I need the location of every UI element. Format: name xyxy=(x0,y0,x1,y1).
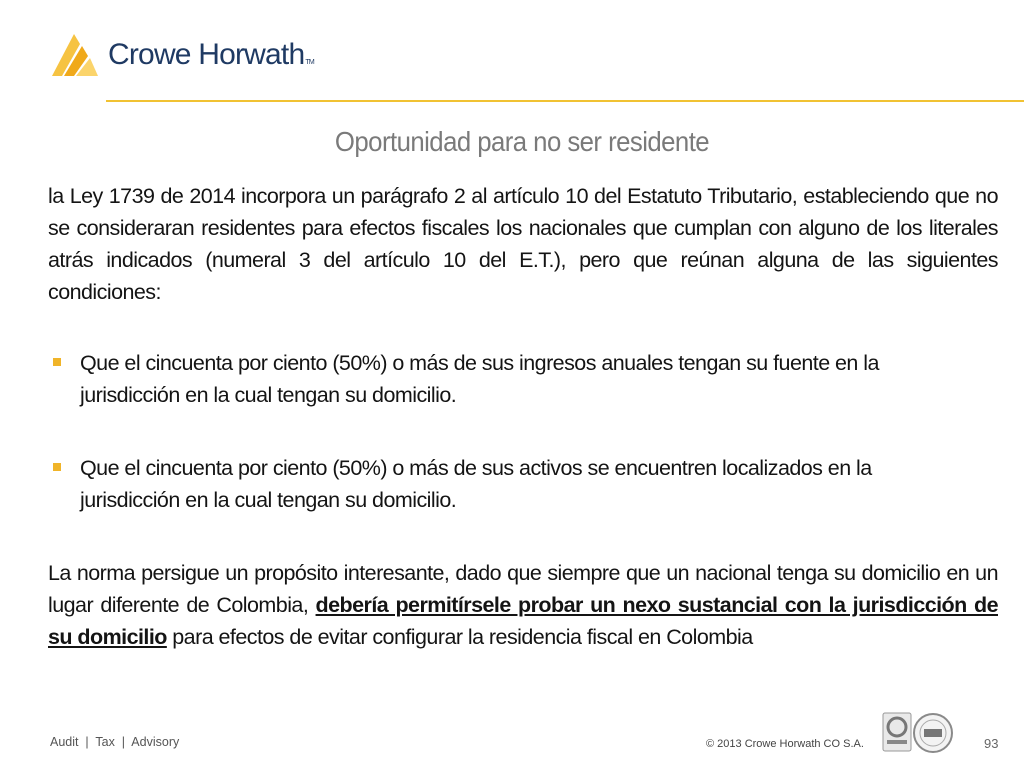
closing-text-after: para efectos de evitar configurar la residencia fiscal en Colombia xyxy=(166,625,753,649)
square-bullet-icon xyxy=(53,358,61,366)
iqnet-certification-icon xyxy=(912,712,954,754)
bullet-text: Que el cincuenta por ciento (50%) o más de sus ingresos anuales tengan su fuente en la jurisdicción en la cual tengan su domicilio. xyxy=(80,351,879,407)
closing-text-before: La norma persigue un propósito interesante, dado que siempre que un nacional tenga su domicilio en un lugar diferente de Colombia, xyxy=(48,561,998,617)
closing-emphasis: debería permitírsele probar un nexo sustancial con la jurisdicción de su domicilio xyxy=(48,593,998,649)
page-number: 93 xyxy=(984,736,999,751)
intro-paragraph: la Ley 1739 de 2014 incorpora un parágrafo 2 al artículo 10 del Estatuto Tributario, estableciendo que no se consideraran residentes para efectos fiscales los nacionales que cumplan con alguno de los literales atrás indicados (numeral 3 del artículo 10 del E.T.), pero que reúnan alguna de las siguientes condiciones: xyxy=(48,184,998,304)
bullet-item xyxy=(50,347,950,417)
logo-wordmark: Crowe HorwathTM xyxy=(108,38,314,71)
footer-copyright: © 2013 Crowe Horwath CO S.A. xyxy=(706,738,864,750)
header-divider xyxy=(106,100,1024,102)
bullet-text: Que el cincuenta por ciento (50%) o más de sus activos se encuentren localizados en la jurisdicción en la cual tengan su domicilio. xyxy=(80,456,872,512)
crowe-horwath-logo xyxy=(50,32,330,80)
crowe-logo-mark-icon xyxy=(50,32,102,80)
iso-certification-icon xyxy=(882,712,912,752)
square-bullet-icon xyxy=(53,463,61,471)
slide-title: Oportunidad para no ser residente xyxy=(334,126,710,157)
closing-paragraph xyxy=(48,557,998,653)
footer-services: Audit | Tax | Advisory xyxy=(50,735,180,749)
bullet-item xyxy=(50,452,950,522)
